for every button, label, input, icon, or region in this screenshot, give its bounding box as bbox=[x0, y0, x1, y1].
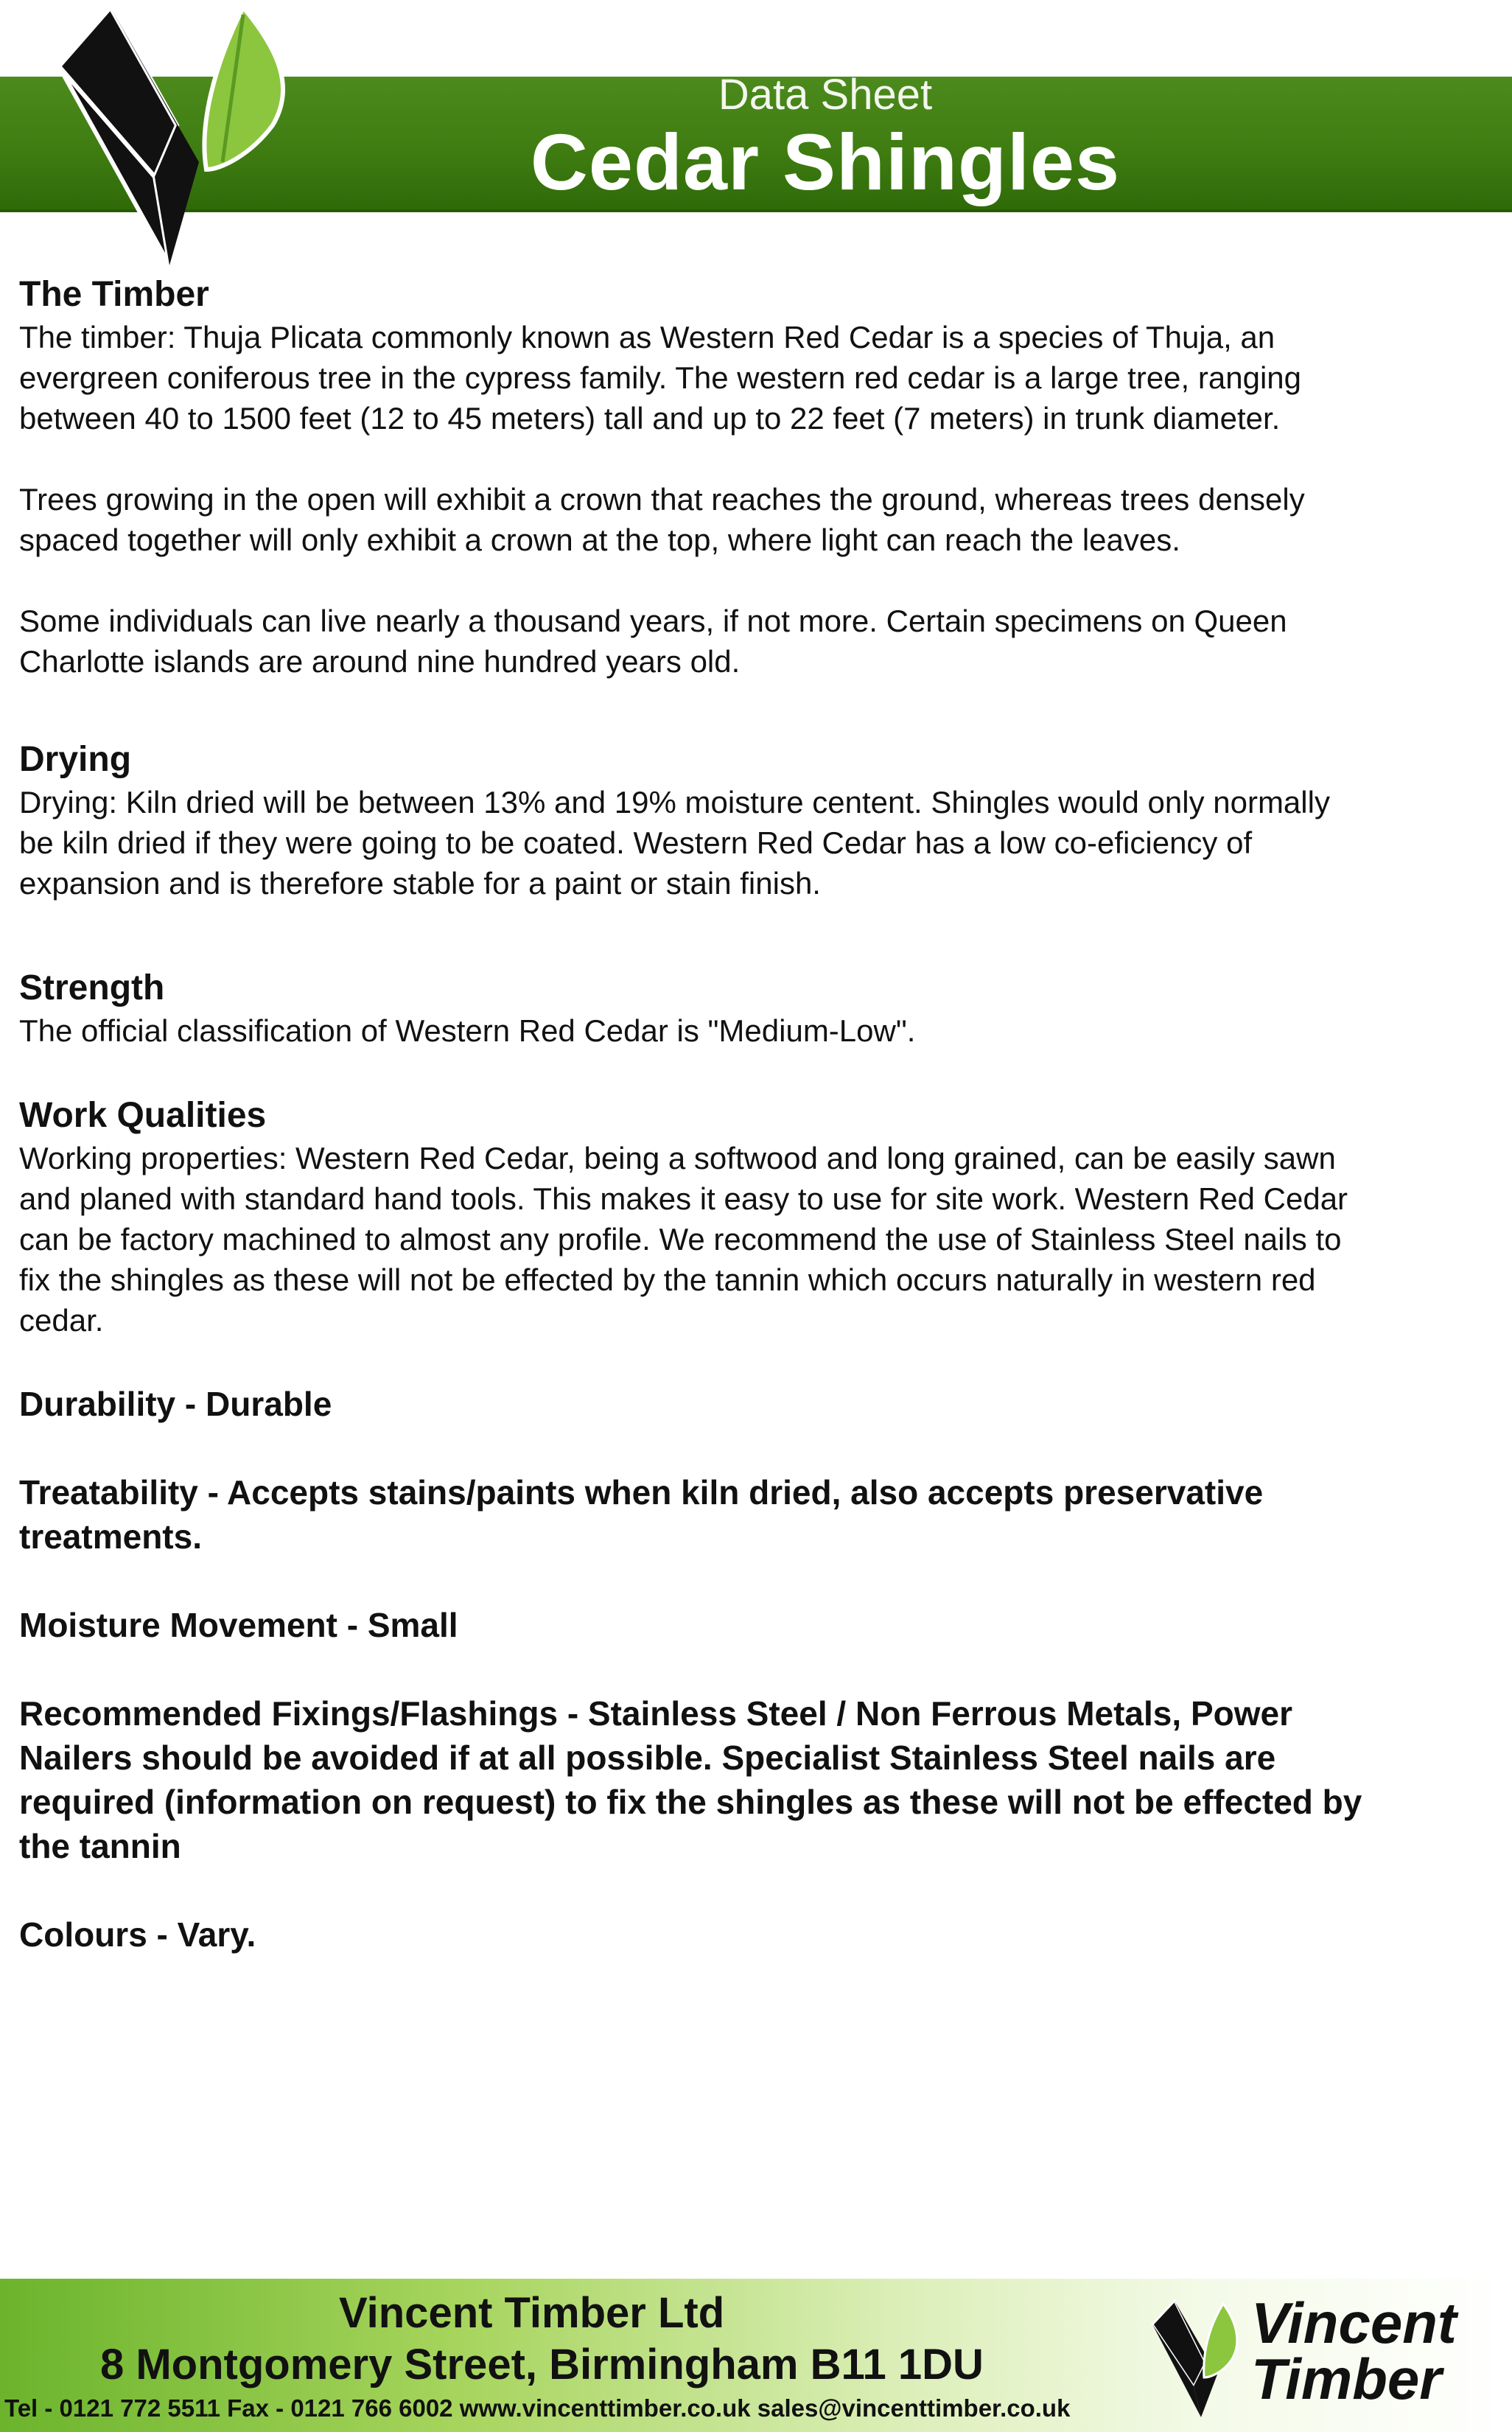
datasheet-content bbox=[19, 273, 1493, 1957]
section-heading-strength: Strength bbox=[19, 968, 165, 1007]
moisture-movement-line: Moisture Movement - Small bbox=[19, 1606, 458, 1644]
section-timber bbox=[19, 273, 1493, 682]
footer-brand-line-2: Timber bbox=[1251, 2347, 1442, 2411]
section-strength bbox=[19, 966, 1493, 1051]
header-titles bbox=[457, 71, 1194, 205]
strength-paragraph: The official classification of Western Red Cedar is "Medium-Low". bbox=[19, 1013, 916, 1048]
footer-brand-line-1: Vincent bbox=[1251, 2291, 1457, 2355]
colours-line: Colours - Vary. bbox=[19, 1915, 256, 1954]
section-drying bbox=[19, 738, 1493, 904]
section-heading-drying: Drying bbox=[19, 740, 132, 779]
section-work-qualities bbox=[19, 1094, 1493, 1341]
fixings-paragraph: Recommended Fixings/Flashings - Stainless Steel / Non Ferrous Metals, Power Nailers should be avoided if at all possible. Specialist Stainless Steel nails are required (information on request) to fix the shingles as these will not be effected by the tannin bbox=[19, 1694, 1362, 1865]
drying-paragraph: Drying: Kiln dried will be between 13% and 19% moisture centent. Shingles would only normally be kiln dried if they were going to be coated. Western Red Cedar has a low co-eficiency of expansion and is therefore stable for a paint or stain finish. bbox=[19, 785, 1330, 901]
footer-brand-wordmark bbox=[1251, 2291, 1472, 2411]
timber-paragraph-2: Trees growing in the open will exhibit a crown that reaches the ground, whereas trees densely spaced together will only exhibit a crown at the top, where light can reach the leaves. bbox=[19, 482, 1305, 557]
durability-line: Durability - Durable bbox=[19, 1385, 332, 1423]
header-subtitle: Data Sheet bbox=[718, 71, 933, 119]
work-qualities-paragraph: Working properties: Western Red Cedar, being a softwood and long grained, can be easily sawn and planed with standard hand tools. This makes it easy to use for site work. Western Red Cedar can be factory machined to almost any profile. We recommend the use of Stainless Steel nails to fix the shingles as these will not be effected by the tannin which occurs naturally in western red cedar. bbox=[19, 1141, 1348, 1338]
footer-contact-details: Tel - 0121 772 5511 Fax - 0121 766 6002 www.vincenttimber.co.uk sales@vincenttimber.co.uk bbox=[4, 2394, 1071, 2422]
section-heading-timber: The Timber bbox=[19, 275, 209, 314]
footer-logo-icon bbox=[1147, 2295, 1242, 2420]
section-heading-work-qualities: Work Qualities bbox=[19, 1096, 267, 1135]
treatability-line: Treatability - Accepts stains/paints when kiln dried, also accepts preservative treatments. bbox=[19, 1473, 1264, 1556]
footer-company-name: Vincent Timber Ltd bbox=[339, 2289, 725, 2337]
vincent-timber-logo-icon bbox=[29, 0, 309, 273]
footer-address: 8 Montgomery Street, Birmingham B11 1DU bbox=[100, 2341, 984, 2389]
timber-paragraph-3: Some individuals can live nearly a thousand years, if not more. Certain specimens on Queen Charlotte islands are around nine hundred years old. bbox=[19, 604, 1287, 679]
page-title: Cedar Shingles bbox=[530, 117, 1121, 206]
timber-paragraph-1: The timber: Thuja Plicata commonly known as Western Red Cedar is a species of Thuja, an evergreen coniferous tree in the cypress family. The western red cedar is a large tree, ranging between 40 to 1500 feet (12 to 45 meters) tall and up to 22 feet (7 meters) in trunk diameter. bbox=[19, 320, 1301, 436]
footer-banner bbox=[0, 2279, 1512, 2432]
